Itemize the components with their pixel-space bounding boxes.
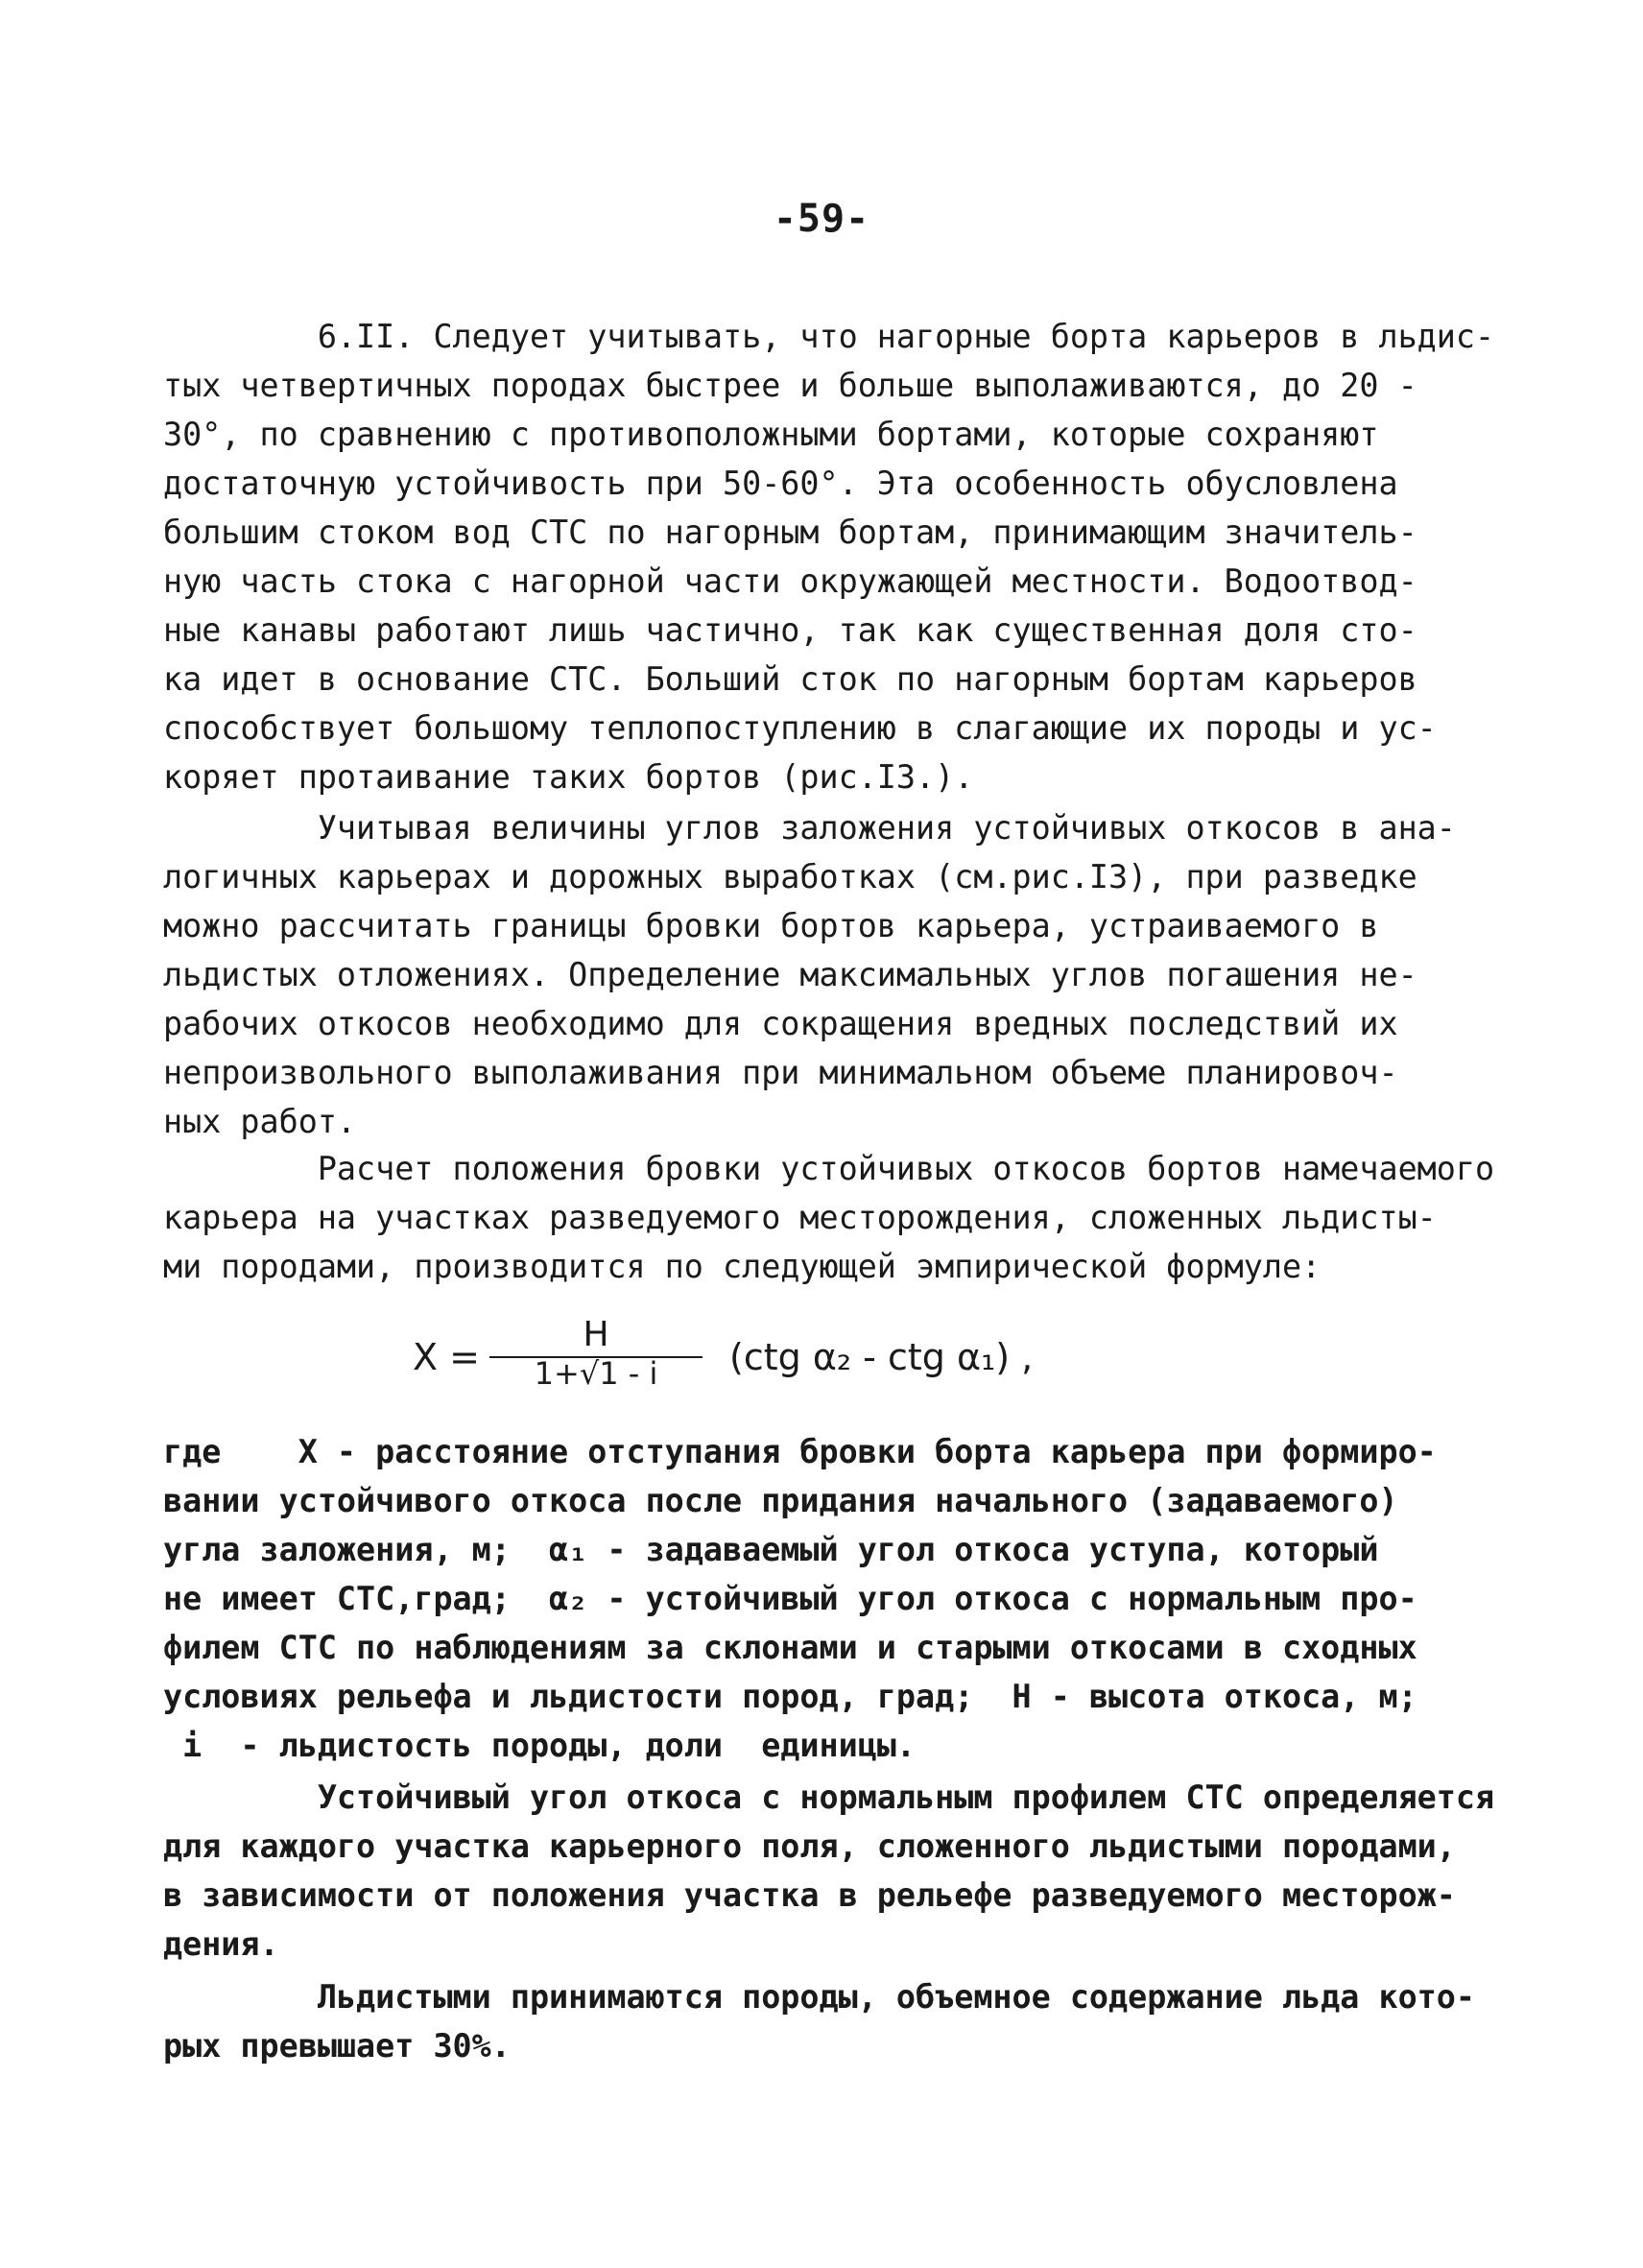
text-line: не имеет СТС,град; α₂ - устойчивый угол откоса с нормальным про-	[163, 1580, 1417, 1617]
text-line: ка идет в основание СТС. Больший сток по нагорным бортам карьеров	[163, 660, 1417, 698]
text-line: большим стоком вод СТС по нагорным бортам, принимающим значитель-	[163, 513, 1417, 551]
text-line: рых превышает 30%.	[163, 2027, 511, 2065]
text-line: Учитывая величины углов заложения устойчивых откосов в ана-	[163, 809, 1456, 847]
text-line: где X - расстояние отступания бровки борта карьера при формиро-	[163, 1433, 1437, 1470]
text-line: условиях рельефа и льдистости пород, град; H - высота откоса, м;	[163, 1678, 1417, 1715]
empirical-formula	[413, 1315, 1180, 1392]
formula-numerator: H	[583, 1315, 609, 1354]
text-line: коряет протаивание таких бортов (рис.I3.).	[163, 758, 974, 796]
text-line: льдистых отложениях. Определение максимальных углов погашения не-	[163, 956, 1417, 993]
text-line: рабочих откосов необходимо для сокращения вредных последствий их	[163, 1005, 1398, 1042]
text-line: 6.II. Следует учитывать, что нагорные борта карьеров в льдис-	[163, 318, 1495, 355]
formula-denominator: 1+√1 - i	[534, 1355, 658, 1392]
text-line: ных работ.	[163, 1103, 357, 1140]
text-line: вании устойчивого откоса после придания начального (задаваемого)	[163, 1482, 1398, 1519]
text-line: тых четвертичных породах быстрее и больше выполаживаются, до 20 -	[163, 367, 1417, 404]
formula-fraction	[489, 1315, 702, 1392]
text-line: 30°, по сравнению с противоположными бортами, которые сохраняют	[163, 416, 1379, 453]
formula-rhs: (ctg α₂ - ctg α₁) ,	[729, 1336, 1034, 1378]
text-line: i - льдистость породы, доли единицы.	[163, 1727, 917, 1764]
text-line: Расчет положения бровки устойчивых откосов бортов намечаемого	[163, 1150, 1495, 1187]
text-line: непроизвольного выполаживания при минимальном объеме планировоч-	[163, 1054, 1398, 1091]
text-line: ную часть стока с нагорной части окружающей местности. Водоотвод-	[163, 562, 1417, 600]
text-line: филем СТС по наблюдениям за склонами и старыми откосами в сходных	[163, 1629, 1417, 1666]
page-number: -59-	[773, 197, 870, 241]
text-line: достаточную устойчивость при 50-60°. Эта особенность обусловлена	[163, 465, 1398, 502]
text-line: Льдистыми принимаются породы, объемное содержание льда кото-	[163, 1978, 1475, 2016]
text-line: способствует большому теплопоступлению в слагающие их породы и ус-	[163, 709, 1437, 747]
formula-lhs: X =	[413, 1336, 480, 1378]
text-line: логичных карьерах и дорожных выработках (см.рис.I3), при разведке	[163, 858, 1417, 895]
text-line: Устойчивый угол откоса с нормальным профилем СТС определяется	[163, 1779, 1495, 1816]
text-line: в зависимости от положения участка в рельефе разведуемого месторож-	[163, 1876, 1456, 1914]
text-line: для каждого участка карьерного поля, сложенного льдистыми породами,	[163, 1827, 1456, 1865]
text-line: угла заложения, м; α₁ - задаваемый угол откоса уступа, который	[163, 1531, 1379, 1568]
text-line: можно рассчитать границы бровки бортов карьера, устраиваемого в	[163, 907, 1379, 944]
text-line: карьера на участках разведуемого месторождения, сложенных льдисты-	[163, 1199, 1437, 1236]
text-line: ные канавы работают лишь частично, так как существенная доля сто-	[163, 611, 1417, 649]
text-line: ми породами, производится по следующей эмпирической формуле:	[163, 1248, 1322, 1285]
text-line: дения.	[163, 1925, 279, 1963]
